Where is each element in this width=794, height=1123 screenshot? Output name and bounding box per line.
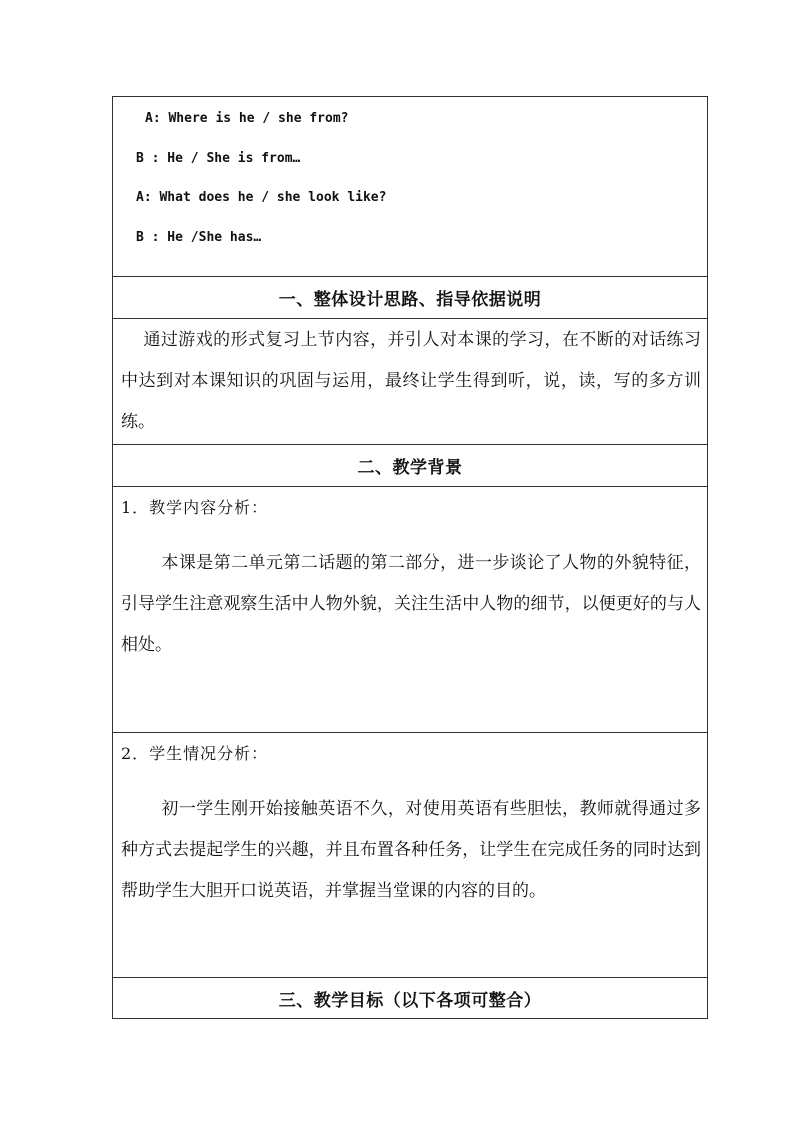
- content-analysis-cell: [113, 486, 707, 732]
- dialogue-line: B : He / She is from…: [136, 150, 301, 166]
- background-heading: 二、教学背景: [113, 444, 707, 486]
- design-heading: 一、整体设计思路、指导依据说明: [113, 276, 707, 318]
- design-cell: [113, 318, 707, 444]
- student-analysis-paragraph: [113, 789, 707, 912]
- student-analysis-label: 2．学生情况分析：: [121, 744, 269, 763]
- lesson-plan-table: [112, 96, 708, 1019]
- content-analysis-paragraph: [113, 543, 707, 666]
- content-analysis-label: 1．教学内容分析：: [121, 498, 269, 517]
- student-analysis-text: 初一学生刚开始接触英语不久，对使用英语有些胆怯，教师就得通过多种方式去提起学生的兴趣，并且布置各种任务，让学生在完成任务的同时达到帮助学生大胆开口说英语，并掌握当堂课的内容的目的。: [121, 799, 701, 901]
- design-text: 通过游戏的形式复习上节内容，并引人对本课的学习，在不断的对话练习中达到对本课知识的巩固与运用，最终让学生得到听，说，读，写的多方训练。: [121, 330, 701, 432]
- student-analysis-cell: [113, 732, 707, 977]
- dialogue-practice-cell: [113, 97, 707, 276]
- goals-heading: 三、教学目标（以下各项可整合）: [113, 977, 707, 1018]
- content-analysis-text: 本课是第二单元第二话题的第二部分，进一步谈论了人物的外貌特征，引导学生注意观察生活中人物外貌，关注生活中人物的细节，以便更好的与人相处。: [121, 553, 701, 655]
- dialogue-line: A: Where is he / she from?: [145, 111, 349, 126]
- design-paragraph: [113, 319, 707, 443]
- dialogue-line: B : He /She has…: [136, 229, 262, 245]
- dialogue-line: A: What does he / she look like?: [136, 190, 387, 205]
